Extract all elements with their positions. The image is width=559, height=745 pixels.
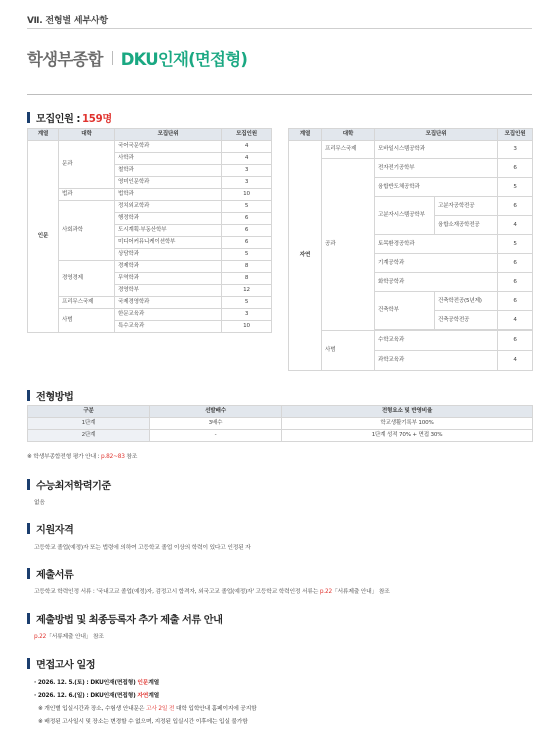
- section-submission: [27, 611, 222, 626]
- quota-cell: 6: [498, 273, 533, 292]
- page-link[interactable]: p.22: [319, 589, 332, 595]
- section-recruit: [27, 110, 112, 125]
- quota-cell: 12: [222, 285, 272, 297]
- unit-cell: 한문교육과: [115, 309, 222, 321]
- quota-cell: 5: [222, 249, 272, 261]
- header-track: 계열: [289, 129, 322, 141]
- submission-text: [34, 631, 104, 640]
- quota-cell: 4: [498, 351, 533, 371]
- quota-cell: 5: [222, 297, 272, 309]
- quota-cell: 5: [222, 201, 272, 213]
- quota-cell: 8: [222, 261, 272, 273]
- section-marker: [27, 523, 30, 534]
- page-title: [27, 45, 247, 71]
- section-marker: [27, 568, 30, 579]
- section-marker: [27, 613, 30, 624]
- quota-cell: 5: [498, 235, 533, 254]
- note-text: ※ 개인별 입실시간과 장소, 수험생 안내문은: [38, 706, 146, 712]
- track-cell: 자연: [289, 141, 322, 371]
- interview-date-2: [34, 690, 159, 699]
- track-highlight: 자연: [137, 693, 149, 699]
- quota-cell: 6: [498, 254, 533, 273]
- unit-cell: 경영학부: [115, 285, 222, 297]
- section-title: 수능최저학력기준: [36, 481, 111, 492]
- header-quota: 모집인원: [498, 129, 533, 141]
- page-link[interactable]: p.82~83: [101, 454, 125, 460]
- title-divider: [27, 94, 532, 95]
- quota-cell: 3: [222, 177, 272, 189]
- unit-cell: 특수교육과: [115, 321, 222, 333]
- recruit-table-natural: [288, 128, 533, 371]
- college-cell: 공과: [322, 159, 375, 331]
- quota-cell: 4: [222, 141, 272, 153]
- quota-cell: 4: [498, 216, 533, 235]
- section-marker: [27, 390, 30, 401]
- section-interview: [27, 656, 95, 671]
- date-text: · 2026. 12. 6.(일) : DKU인재(면접형): [34, 693, 138, 699]
- quota-cell: 3: [222, 165, 272, 177]
- college-cell: 프리무스국제: [59, 297, 115, 309]
- section-eligibility: [27, 521, 73, 536]
- stage-cell: 1단계: [28, 418, 150, 430]
- unit-cell: 상담학과: [115, 249, 222, 261]
- unit-cell: 기계공학과: [375, 254, 498, 273]
- unit-cell: 미디어커뮤니케이션학부: [115, 237, 222, 249]
- track-highlight: 인문: [137, 680, 149, 686]
- college-cell: 사범: [322, 331, 375, 371]
- quota-cell: 8: [222, 273, 272, 285]
- unit-cell: 철학과: [115, 165, 222, 177]
- date-text: · 2026. 12. 5.(토) : DKU인재(면접형): [34, 680, 138, 686]
- unit-cell: 모바일시스템공학과: [375, 141, 498, 159]
- unit-cell: 경제학과: [115, 261, 222, 273]
- college-cell: 경영경제: [59, 261, 115, 297]
- method-table: [27, 405, 533, 442]
- quota-cell: 6: [222, 225, 272, 237]
- quota-cell: 6: [222, 213, 272, 225]
- header-unit: 모집단위: [375, 129, 498, 141]
- method-note: [27, 451, 137, 460]
- header-college: 대학: [59, 129, 115, 141]
- quota-cell: 4: [498, 311, 533, 330]
- criteria-cell: 1단계 성적 70% + 면접 30%: [282, 430, 533, 442]
- unit-cell: 화학공학과: [375, 273, 498, 292]
- section-marker: [27, 112, 30, 123]
- title-sub: DKU인재(면접형): [120, 50, 248, 69]
- interview-note-2: ※ 배정된 고사일시 및 장소는 변경할 수 없으며, 지정된 입실시간 이후에는 입실 불가함: [38, 719, 248, 725]
- unit-cell: 행정학과: [115, 213, 222, 225]
- college-cell: 문과: [59, 141, 115, 189]
- unit-cell: 건축학전공(5년제): [435, 292, 498, 311]
- header-unit: 모집단위: [115, 129, 222, 141]
- recruit-count: 159명: [82, 114, 112, 125]
- section-csat: [27, 477, 111, 492]
- multiple-cell: 3배수: [150, 418, 282, 430]
- unit-cell: 국제경영학과: [115, 297, 222, 309]
- college-cell: 프리무스국제: [322, 141, 375, 159]
- college-cell: 사범: [59, 309, 115, 333]
- section-title: 제출방법 및 최종등록자 추가 제출 서류 안내: [36, 615, 223, 626]
- quota-cell: 3: [222, 309, 272, 321]
- unit-cell: 건축공학전공: [435, 311, 498, 330]
- submit-suffix: 「서류제출 안내」 참조: [46, 634, 104, 640]
- stage-cell: 2단계: [28, 430, 150, 442]
- section-title: 전형방법: [36, 392, 74, 403]
- multiple-cell: -: [150, 430, 282, 442]
- unit-cell: 도시계획·부동산학부: [115, 225, 222, 237]
- title-main: 학생부종합: [27, 50, 103, 69]
- quota-cell: 6: [498, 197, 533, 216]
- header-track: 계열: [28, 129, 59, 141]
- recruit-table-humanities: [27, 128, 272, 333]
- unit-cell: 과학교육과: [375, 351, 498, 371]
- header-criteria: 전형요소 및 반영비율: [282, 406, 533, 418]
- section-title: 지원자격: [36, 525, 74, 536]
- header-quota: 모집인원: [222, 129, 272, 141]
- date-suffix: 계열: [148, 680, 160, 686]
- unit-cell: 영미인문학과: [115, 177, 222, 189]
- unit-cell: 정치외교학과: [115, 201, 222, 213]
- top-divider: [27, 28, 532, 29]
- chapter-label: Ⅶ. 전형별 세부사항: [27, 16, 108, 26]
- interview-date-1: [34, 677, 159, 686]
- unit-group-cell: 고분자시스템공학부: [375, 197, 435, 235]
- note-prefix: ※ 학생부종합전형 평가 안내 :: [27, 454, 102, 460]
- unit-cell: 융합소재공학전공: [435, 216, 498, 235]
- header-multiple: 선발배수: [150, 406, 282, 418]
- page-link[interactable]: p.22: [34, 634, 47, 640]
- quota-cell: 5: [498, 178, 533, 197]
- note-suffix: 참조: [124, 454, 138, 460]
- docs-prefix: 고등학교 학력인정 서류 : '국내고교 졸업(예정)자, 검정고시 합격자, 외국고교 졸업(예정)자' 고등학교 학력인정 서류는: [34, 589, 320, 595]
- quota-cell: 6: [498, 159, 533, 178]
- section-marker: [27, 658, 30, 669]
- quota-cell: 4: [222, 153, 272, 165]
- unit-cell: 사학과: [115, 153, 222, 165]
- quota-cell: 10: [222, 321, 272, 333]
- csat-text: 없음: [34, 500, 45, 506]
- college-cell: 사회과학: [59, 201, 115, 261]
- criteria-cell: 학교생활기록부 100%: [282, 418, 533, 430]
- college-cell: 법과: [59, 189, 115, 201]
- section-documents: [27, 566, 73, 581]
- quota-cell: 3: [498, 141, 533, 159]
- interview-note-1: [38, 703, 257, 712]
- quota-cell: 6: [222, 237, 272, 249]
- quota-cell: 10: [222, 189, 272, 201]
- unit-cell: 토목환경공학과: [375, 235, 498, 254]
- unit-cell: 융합반도체공학과: [375, 178, 498, 197]
- eligibility-text: 고등학교 졸업(예정)자 또는 법령에 의하여 고등학교 졸업 이상의 학력이 있다고 인정된 자: [34, 545, 251, 551]
- unit-cell: 국어국문학과: [115, 141, 222, 153]
- unit-cell: 무역학과: [115, 273, 222, 285]
- quota-cell: 6: [498, 331, 533, 351]
- section-title: 면접고사 일정: [36, 660, 96, 671]
- section-marker: [27, 479, 30, 490]
- unit-cell: 전자전기공학부: [375, 159, 498, 178]
- note-text: 대학 입학안내 홈페이지에 공지함: [174, 706, 257, 712]
- title-separator: [112, 51, 113, 65]
- section-method: [27, 388, 73, 403]
- track-cell: 인문: [28, 141, 59, 333]
- quota-cell: 6: [498, 292, 533, 311]
- unit-group-cell: 건축학부: [375, 292, 435, 330]
- documents-text: [34, 586, 390, 595]
- section-title: 모집인원 :: [36, 114, 80, 125]
- date-suffix: 계열: [148, 693, 160, 699]
- header-stage: 구분: [28, 406, 150, 418]
- header-college: 대학: [322, 129, 375, 141]
- docs-suffix: 「서류제출 안내」 참조: [331, 589, 390, 595]
- unit-cell: 고분자공학전공: [435, 197, 498, 216]
- unit-cell: 법학과: [115, 189, 222, 201]
- section-title: 제출서류: [36, 570, 74, 581]
- unit-cell: 수학교육과: [375, 331, 498, 351]
- note-highlight: 고사 2일 전: [145, 706, 175, 712]
